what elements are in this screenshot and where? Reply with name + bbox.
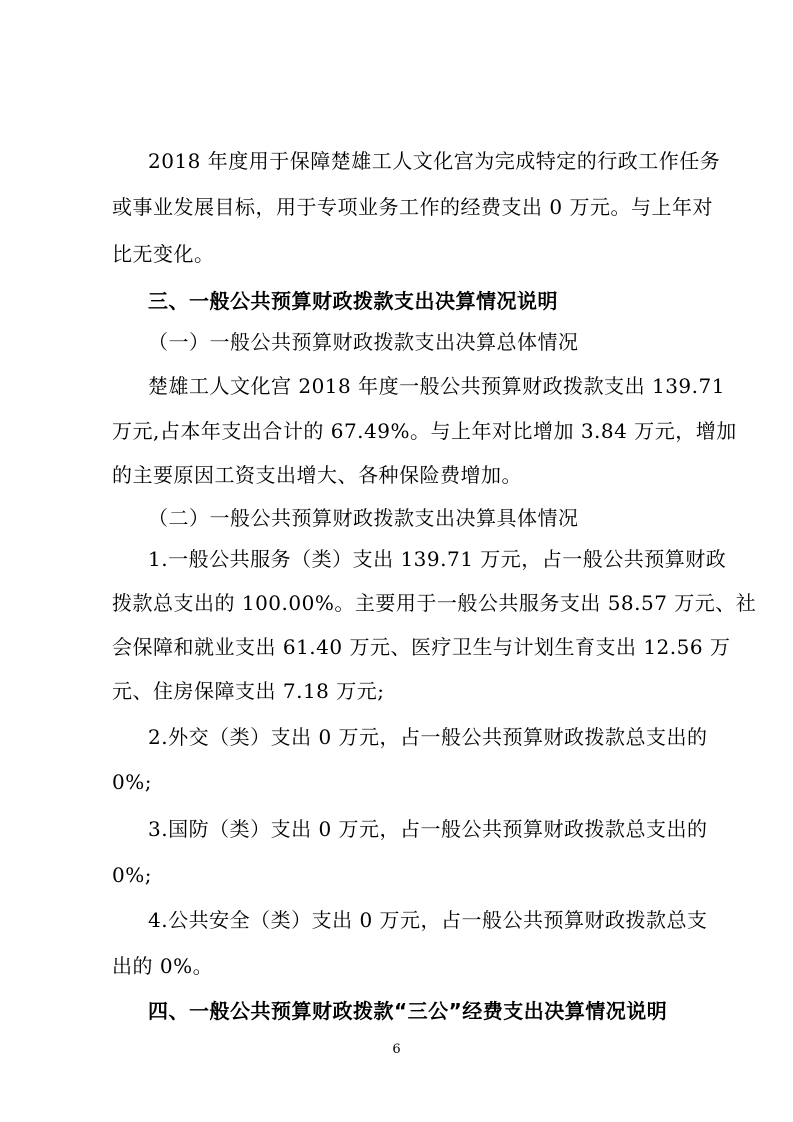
text-line: 万元,占本年支出合计的 67.49%。与上年对比增加 3.84 万元，增加: [112, 419, 737, 443]
text-line: 或事业发展目标，用于专项业务工作的经费支出 0 万元。与上年对: [112, 195, 713, 219]
text-line: 4.公共安全（类）支出 0 万元，占一般公共预算财政拨款总支: [148, 908, 708, 932]
section-heading-3: 三、一般公共预算财政拨款支出决算情况说明: [148, 289, 558, 313]
section-heading-4: 四、一般公共预算财政拨款“三公”经费支出决算情况说明: [148, 999, 668, 1023]
page-number: 6: [392, 1042, 401, 1057]
text-line: 1.一般公共服务（类）支出 139.71 万元，占一般公共预算财政: [148, 547, 727, 571]
text-line: 拨款总支出的 100.00%。主要用于一般公共服务支出 58.57 万元、社: [112, 591, 757, 615]
text-line: 0%;: [112, 863, 152, 887]
subsection-heading-1: （一）一般公共预算财政拨款支出决算总体情况: [148, 330, 579, 354]
text-line: 0%;: [112, 770, 152, 794]
text-line: 3.国防（类）支出 0 万元，占一般公共预算财政拨款总支出的: [148, 817, 708, 841]
text-line: 元、住房保障支出 7.18 万元;: [112, 679, 385, 703]
subsection-heading-2: （二）一般公共预算财政拨款支出决算具体情况: [148, 506, 579, 530]
text-line: 2.外交（类）支出 0 万元，占一般公共预算财政拨款总支出的: [148, 725, 708, 749]
text-line: 2018 年度用于保障楚雄工人文化宫为完成特定的行政工作任务: [148, 149, 721, 173]
text-line: 出的 0%。: [112, 954, 214, 978]
text-line: 的主要原因工资支出增大、各种保险费增加。: [112, 463, 522, 487]
text-line: 比无变化。: [112, 242, 215, 266]
text-line: 楚雄工人文化宫 2018 年度一般公共预算财政拨款支出 139.71: [148, 374, 725, 398]
text-line: 会保障和就业支出 61.40 万元、医疗卫生与计划生育支出 12.56 万: [112, 635, 731, 659]
